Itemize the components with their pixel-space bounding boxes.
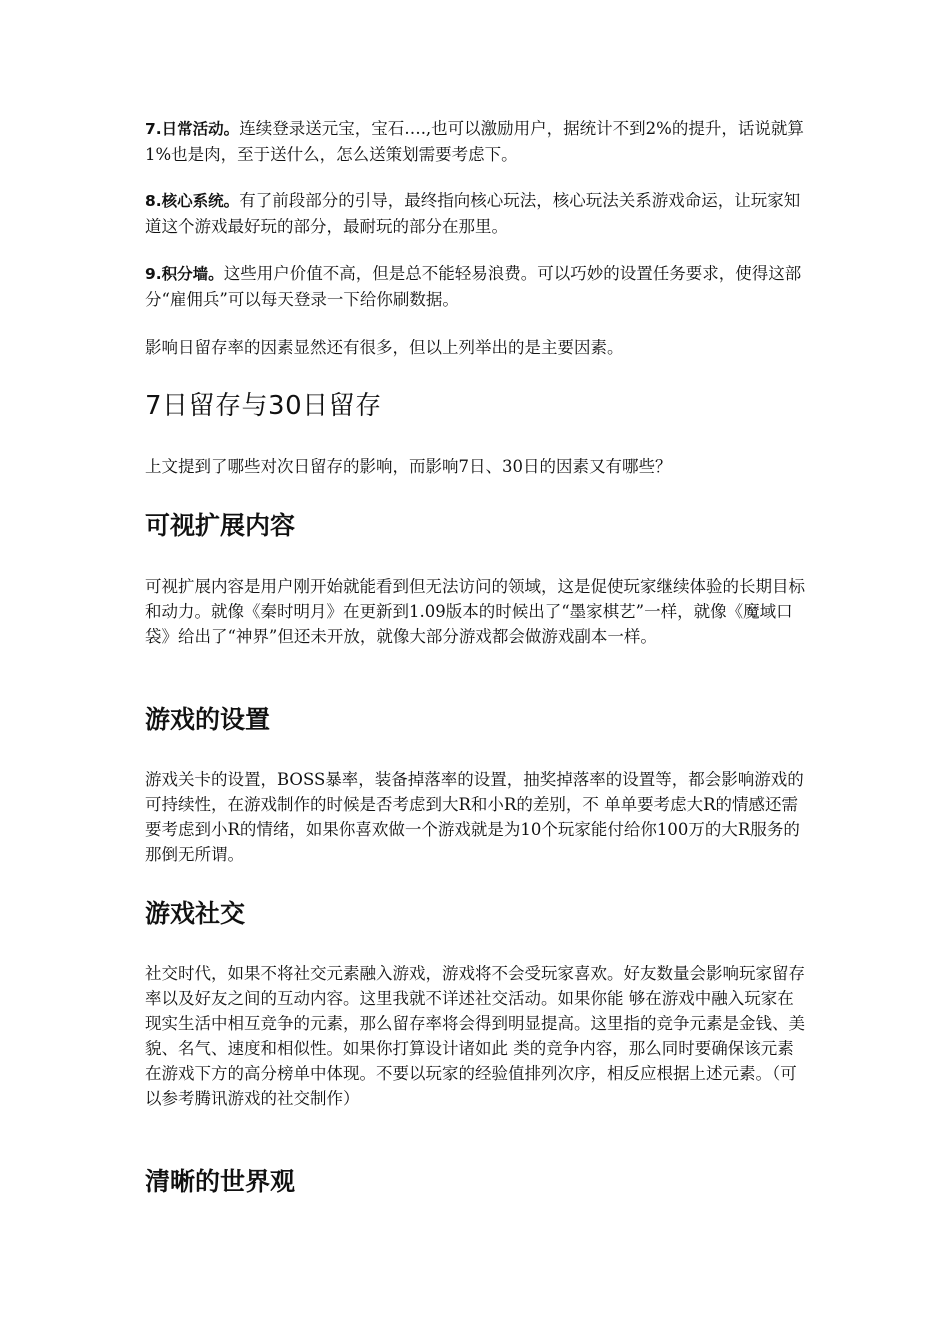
subsection-body-visible-content: 可视扩展内容是用户刚开始就能看到但无法访问的领域，这是促使玩家继续体验的长期目标和动力。就像《秦时明月》在更新到1.09版本的时候出了“墨家棋艺”一样，就像《魔域口袋》给出了“神界”但还未开放，就像大部分游戏都会做游戏副本一样。 bbox=[145, 577, 805, 646]
subsection-body-social: 社交时代，如果不将社交元素融入游戏，游戏将不会受玩家喜欢。好友数量会影响玩家留存率以及好友之间的互动内容。这里我就不详述社交活动。如果你能 够在游戏中融入玩家在现实生活中相互竞争的元素，那么留存率将会得到明显提高。这里指的竞争元素是金钱、美貌、名气、速度和相似性。如果你打算设计诸如此 类的竞争内容，那么同时要确保该元素在游戏下方的高分榜单中体现。不要以玩家的经验值排列次序，相反应根据上述元素。（可以参考腾讯游戏的社交制作） bbox=[145, 964, 805, 1108]
list-item-text: 有了前段部分的引导，最终指向核心玩法，核心玩法关系游戏命运，让玩家知道这个游戏最好玩的部分，最耐玩的部分在那里。 bbox=[145, 191, 801, 236]
subsection-title-social: 游戏社交 bbox=[145, 899, 246, 928]
list-item-text: 这些用户价值不高，但是总不能轻易浪费。可以巧妙的设置任务要求，使得这部分“雇佣兵”可以每天登录一下给你刷数据。 bbox=[145, 264, 802, 309]
subsection-title-game-settings: 游戏的设置 bbox=[145, 705, 271, 734]
list-item-offerwall bbox=[145, 261, 810, 312]
subsection-title-visible-content: 可视扩展内容 bbox=[145, 511, 296, 540]
summary-paragraph: 影响日留存率的因素显然还有很多，但以上列举出的是主要因素。 bbox=[145, 338, 624, 357]
list-item-core-system bbox=[145, 188, 810, 239]
section-title: 7日留存与30日留存 bbox=[145, 391, 382, 421]
list-item-lead: 9.积分墙。 bbox=[145, 265, 224, 283]
list-item-daily-activity bbox=[145, 116, 810, 167]
subsection-title-worldview: 清晰的世界观 bbox=[145, 1167, 296, 1196]
list-item-lead: 7.日常活动。 bbox=[145, 120, 240, 138]
list-item-lead: 8.核心系统。 bbox=[145, 192, 240, 210]
subsection-body-game-settings: 游戏关卡的设置，BOSS暴率，装备掉落率的设置，抽奖掉落率的设置等，都会影响游戏的可持续性，在游戏制作的时候是否考虑到大R和小R的差别，不 单单要考虑大R的情感还需要考虑到小R的情绪，如果你喜欢做一个游戏就是为10个玩家能付给你100万的大R服务的那倒无所谓。 bbox=[145, 770, 804, 864]
section-intro: 上文提到了哪些对次日留存的影响，而影响7日、30日的因素又有哪些？ bbox=[145, 457, 672, 476]
list-item-text: 连续登录送元宝，宝石….,也可以激励用户，据统计不到2%的提升，话说就算1%也是肉，至于送什么，怎么送策划需要考虑下。 bbox=[145, 119, 804, 164]
